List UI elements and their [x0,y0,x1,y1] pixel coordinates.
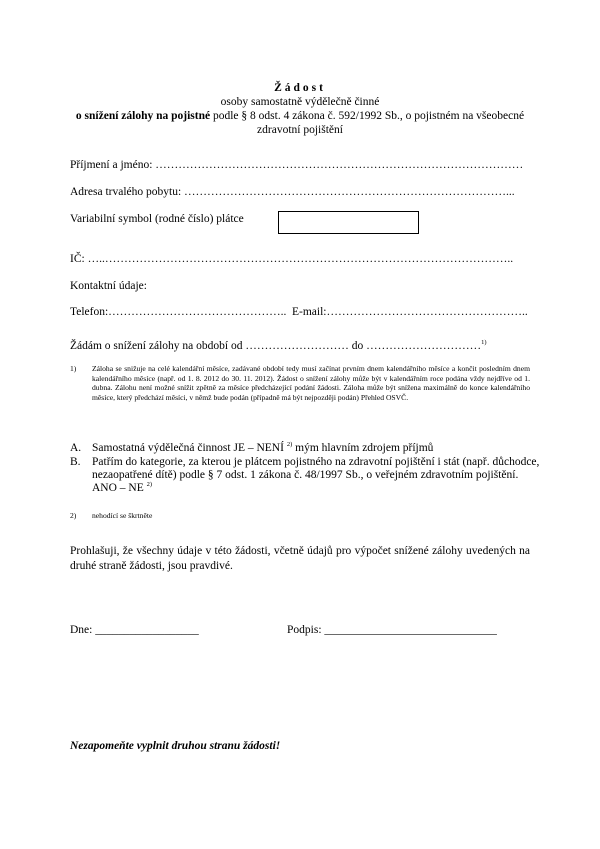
item-a-letter: A. [70,442,82,454]
name-field[interactable]: Příjmení a jméno: …………………………………………………………………………………… [70,159,524,171]
email-field[interactable]: E-mail:…………………………………………….. [292,306,528,318]
contact-label: Kontaktní údaje: [70,280,147,292]
item-b-answer: ANO – NE [92,482,144,494]
phone-field[interactable]: Telefon:……………………………………….. [70,306,287,318]
form-subtitle-line4: zdravotní pojištění [257,124,343,136]
ic-field[interactable]: IČ: …..…………………………………………………………………………………………….. [70,253,514,265]
form-subtitle-line3 [0,109,600,123]
form-law-ref: podle § 8 odst. 4 zákona č. 592/1992 Sb., o pojistném na všeobecné [210,110,525,122]
declaration-text: Prohlašuji, že všechny údaje v této žádosti, včetně údajů pro výpočet snížené zálohy uvedených na druhé straně žádosti, jsou pravdivé. [70,545,530,572]
form-heading: Žádost [274,82,326,94]
item-b-line1: Patřím do kategorie, za kterou je plátcem pojistného na zdravotní pojištění i stát (např. důchodce, [92,456,540,468]
title-block [0,81,600,137]
note1-number: 1) [70,364,77,373]
request-period[interactable] [70,339,487,353]
item-b-footnote-ref: 2) [146,481,153,488]
item-a-main: Samostatná výdělečná činnost JE – NENÍ [92,442,284,454]
request-footnote-ref: 1) [481,339,487,346]
item-a-footnote-ref: 2) [286,441,293,448]
item-b-line3 [92,482,152,495]
variable-symbol-input[interactable] [278,211,419,234]
note2-text: nehodící se škrtněte [92,511,153,520]
footer-reminder: Nezapomeňte vyplnit druhou stranu žádosti! [70,740,281,752]
form-subject: o snížení zálohy na pojistné [75,110,211,122]
variable-symbol-label: Variabilní symbol (rodné číslo) plátce [70,213,244,225]
form-subtitle: osoby samostatně výdělečně činné [220,96,380,108]
request-text: Žádám o snížení zálohy na období od ……………………… do ………………………… [70,340,482,352]
address-field[interactable]: Adresa trvalého pobytu: …………………………………………………………………………... [70,186,515,198]
note1-text: Záloha se snižuje na celé kalendářní měsíce, zadávané období tedy musí začínat prvním dnem kalendářního měsíce a končit posledním dnem kalendářního měsíce (např. od 1. 8. 2012 do 30. 11. 2012). Žádost o snížení zálohy může být v kalendářním roce podána vždy nejdříve od 1. dubna. Zálohu není možné snížit zpětně za měsíce předcházející podání žádosti. Záloha může být snížena maximálně do konce kalendářního měsíce, který předchází měsíci, v němž bude podán (případně má být nejpozději podán) Přehled OSVČ. [92,364,530,402]
item-b-line2: nezaopatřené dítě) podle § 7 odst. 1 zákona č. 48/1997 Sb., o veřejném zdravotním pojištění. [92,469,519,481]
date-field[interactable]: Dne: __________________ [70,624,199,636]
note2-number: 2) [70,511,77,520]
item-a-text [92,442,433,455]
signature-field[interactable]: Podpis: ______________________________ [287,624,497,636]
item-a-tail: mým hlavním zdrojem příjmů [292,442,434,454]
item-b-letter: B. [70,456,81,468]
